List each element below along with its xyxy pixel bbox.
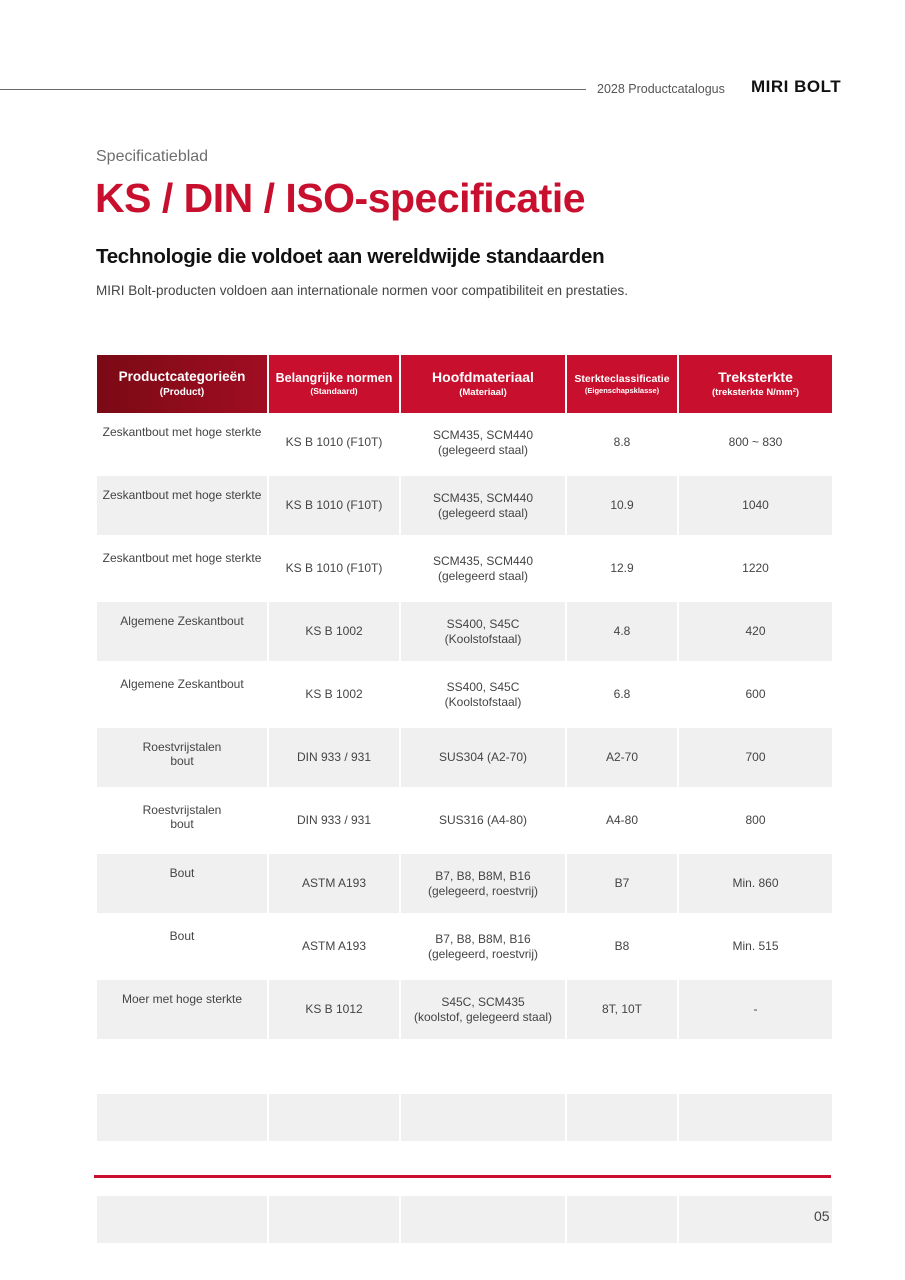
subheading: Technologie die voldoet aan wereldwijde standaarden xyxy=(96,245,605,268)
empty-cell xyxy=(97,1043,267,1094)
cell-product: Bout xyxy=(97,917,267,980)
cell-material: SCM435, SCM440 (gelegeerd staal) xyxy=(401,539,565,602)
table-header-row xyxy=(97,355,832,413)
empty-cell xyxy=(269,1145,399,1196)
cell-standard: KS B 1002 xyxy=(269,602,399,665)
table-row xyxy=(97,791,832,854)
table-row xyxy=(97,854,832,917)
page-number: 05 xyxy=(814,1208,830,1224)
cell-product: Bout xyxy=(97,854,267,917)
col-header-label: Treksterkte xyxy=(718,369,793,386)
cell-class: A4-80 xyxy=(567,791,677,854)
empty-cell xyxy=(97,1094,267,1145)
cell-product: Zeskantbout met hoge sterkte xyxy=(97,539,267,602)
table-row xyxy=(97,980,832,1043)
cell-class: B7 xyxy=(567,854,677,917)
cell-material: SCM435, SCM440 (gelegeerd staal) xyxy=(401,476,565,539)
cell-tensile: 800 xyxy=(679,791,832,854)
empty-cell xyxy=(679,1145,832,1196)
cell-material: SS400, S45C (Koolstofstaal) xyxy=(401,602,565,665)
cell-tensile: 600 xyxy=(679,665,832,728)
cell-tensile: 420 xyxy=(679,602,832,665)
cell-class: A2-70 xyxy=(567,728,677,791)
empty-table-row xyxy=(97,1043,832,1094)
empty-cell xyxy=(269,1094,399,1145)
cell-class: B8 xyxy=(567,917,677,980)
empty-cell xyxy=(97,1145,267,1196)
cell-tensile: 700 xyxy=(679,728,832,791)
empty-table-row xyxy=(97,1196,832,1247)
cell-standard: KS B 1010 (F10T) xyxy=(269,413,399,476)
cell-class: 8.8 xyxy=(567,413,677,476)
cell-standard: KS B 1010 (F10T) xyxy=(269,476,399,539)
cell-class: 12.9 xyxy=(567,539,677,602)
cell-product: Algemene Zeskantbout xyxy=(97,665,267,728)
cell-product: Moer met hoge sterkte xyxy=(97,980,267,1043)
spec-table xyxy=(95,355,834,1247)
cell-tensile: Min. 860 xyxy=(679,854,832,917)
cell-product: Zeskantbout met hoge sterkte xyxy=(97,413,267,476)
empty-cell xyxy=(567,1196,677,1247)
table-row xyxy=(97,539,832,602)
cell-class: 4.8 xyxy=(567,602,677,665)
empty-cell xyxy=(679,1043,832,1094)
col-header-standard xyxy=(269,355,399,413)
cell-tensile: 1220 xyxy=(679,539,832,602)
col-header-label: Productcategorieën xyxy=(118,369,246,385)
col-header-material xyxy=(401,355,565,413)
empty-cell xyxy=(269,1043,399,1094)
cell-class: 6.8 xyxy=(567,665,677,728)
spec-table-body xyxy=(97,413,832,1247)
col-header-product xyxy=(97,355,267,413)
intro-text: MIRI Bolt-producten voldoen aan internationale normen voor compatibiliteit en prestaties. xyxy=(96,283,629,298)
empty-cell xyxy=(97,1196,267,1247)
cell-standard: ASTM A193 xyxy=(269,854,399,917)
empty-cell xyxy=(401,1043,565,1094)
cell-tensile: 1040 xyxy=(679,476,832,539)
footer-rule xyxy=(94,1175,831,1178)
cell-product: Roestvrijstalen bout xyxy=(97,728,267,791)
cell-product: Roestvrijstalen bout xyxy=(97,791,267,854)
cell-standard: ASTM A193 xyxy=(269,917,399,980)
cell-tensile: Min. 515 xyxy=(679,917,832,980)
cell-material: SS400, S45C (Koolstofstaal) xyxy=(401,665,565,728)
col-header-sub: (treksterkte N/mm²) xyxy=(711,386,800,398)
brand-logo-text: MIRI BOLT xyxy=(751,77,842,96)
col-header-label: Sterkteclassificatie xyxy=(574,372,670,385)
col-header-class xyxy=(567,355,677,413)
cell-product: Zeskantbout met hoge sterkte xyxy=(97,476,267,539)
table-row xyxy=(97,917,832,980)
cell-material: S45C, SCM435 (koolstof, gelegeerd staal) xyxy=(401,980,565,1043)
cell-material: B7, B8, B8M, B16 (gelegeerd, roestvrij) xyxy=(401,854,565,917)
col-header-sub: (Materiaal) xyxy=(459,386,507,398)
empty-cell xyxy=(567,1043,677,1094)
cell-standard: KS B 1012 xyxy=(269,980,399,1043)
cell-class: 10.9 xyxy=(567,476,677,539)
empty-cell xyxy=(269,1196,399,1247)
section-kicker: Specificatieblad xyxy=(96,148,209,165)
cell-material: SUS316 (A4-80) xyxy=(401,791,565,854)
col-header-sub: (Product) xyxy=(159,386,205,398)
cell-material: B7, B8, B8M, B16 (gelegeerd, roestvrij) xyxy=(401,917,565,980)
empty-cell xyxy=(567,1094,677,1145)
cell-material: SCM435, SCM440 (gelegeerd staal) xyxy=(401,413,565,476)
table-row xyxy=(97,602,832,665)
empty-table-row xyxy=(97,1094,832,1145)
empty-cell xyxy=(567,1145,677,1196)
cell-tensile: 800 ~ 830 xyxy=(679,413,832,476)
empty-cell xyxy=(679,1196,832,1247)
col-header-tensile xyxy=(679,355,832,413)
cell-standard: KS B 1002 xyxy=(269,665,399,728)
cell-standard: KS B 1010 (F10T) xyxy=(269,539,399,602)
empty-table-row xyxy=(97,1145,832,1196)
col-header-label: Hoofdmateriaal xyxy=(432,369,534,386)
table-row xyxy=(97,665,832,728)
page-title: KS / DIN / ISO-specificatie xyxy=(95,175,586,221)
empty-cell xyxy=(401,1145,565,1196)
cell-standard: DIN 933 / 931 xyxy=(269,728,399,791)
empty-cell xyxy=(401,1196,565,1247)
table-row xyxy=(97,728,832,791)
table-row xyxy=(97,476,832,539)
col-header-label: Belangrijke normen xyxy=(275,370,393,385)
empty-cell xyxy=(679,1094,832,1145)
cell-product: Algemene Zeskantbout xyxy=(97,602,267,665)
cell-standard: DIN 933 / 931 xyxy=(269,791,399,854)
header-rule xyxy=(0,89,586,90)
table-row xyxy=(97,413,832,476)
col-header-sub: (Eigenschapsklasse) xyxy=(584,385,660,395)
cell-class: 8T, 10T xyxy=(567,980,677,1043)
catalog-label: 2028 Productcatalogus xyxy=(597,82,725,96)
col-header-sub: (Standaard) xyxy=(310,386,358,397)
empty-cell xyxy=(401,1094,565,1145)
cell-tensile: - xyxy=(679,980,832,1043)
cell-material: SUS304 (A2-70) xyxy=(401,728,565,791)
